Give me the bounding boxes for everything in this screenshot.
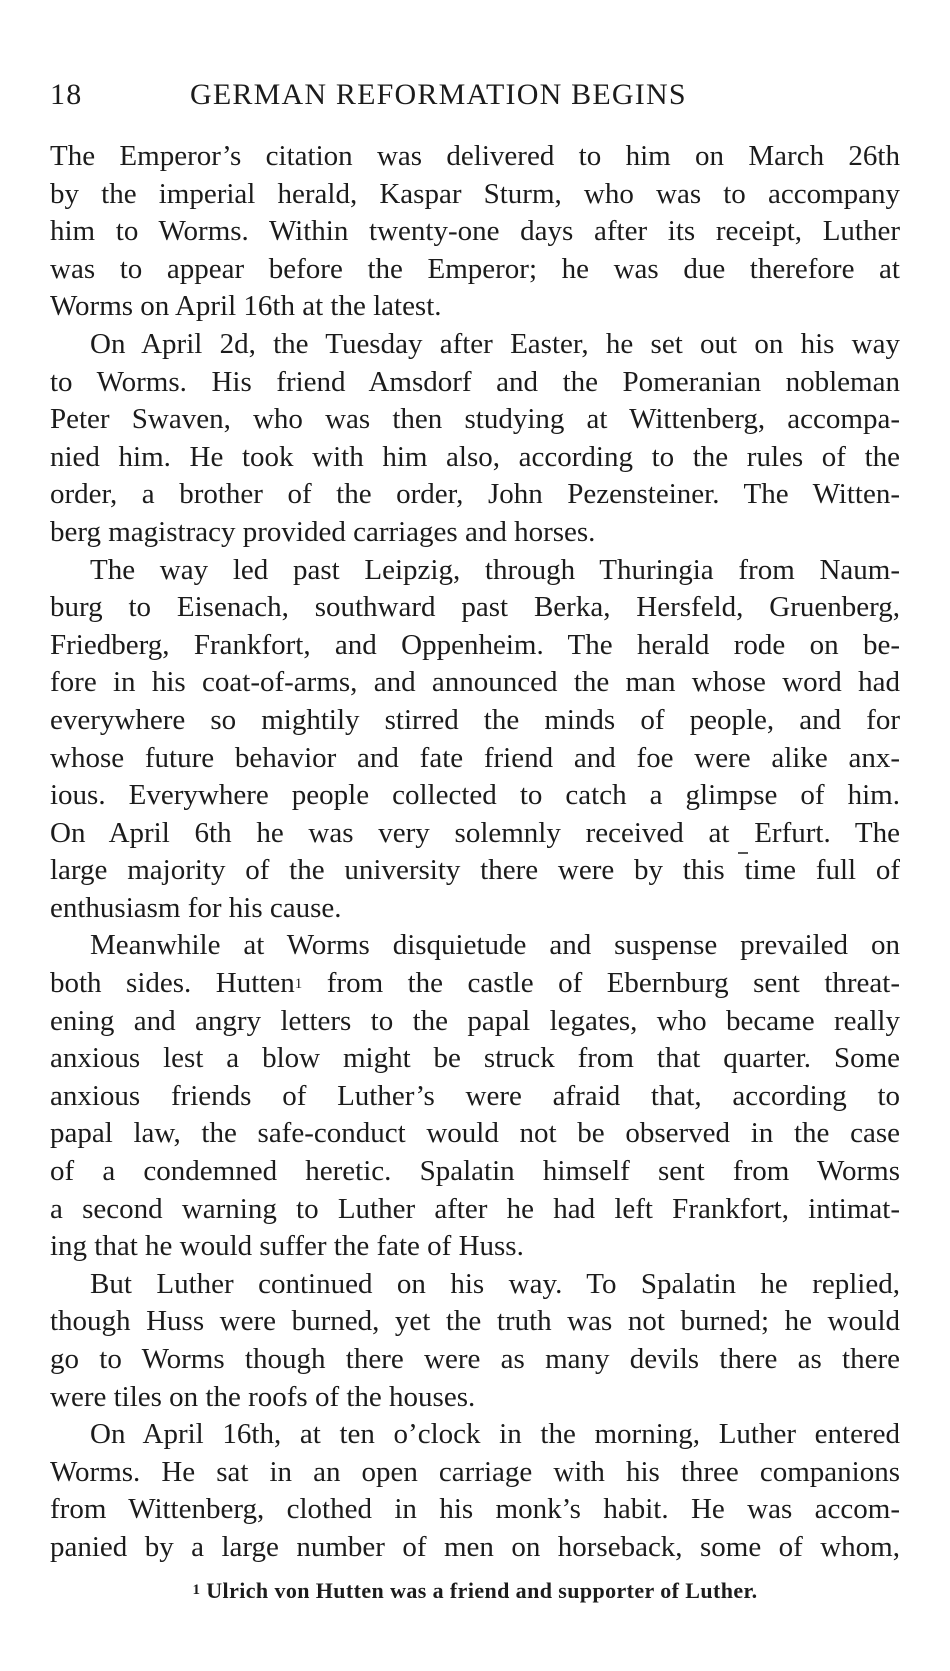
- text-line: Peter Swaven, who was then studying at Wittenberg, accompa-: [50, 403, 900, 436]
- text-line: go to Worms though there were as many devils there as there: [50, 1343, 900, 1375]
- paragraph: [50, 927, 900, 1265]
- page-number: 18: [50, 78, 83, 111]
- text-line: by the imperial herald, Kaspar Sturm, who was to accompany: [50, 177, 900, 210]
- text-line: a second warning to Luther after he had left Frankfort, intimat-: [50, 1192, 900, 1225]
- text-line: burg to Eisenach, southward past Berka, Hersfeld, Gruenberg,: [50, 591, 900, 624]
- text-line: Worms. He sat in an open carriage with his three companions: [50, 1455, 900, 1488]
- text-line: On April 16th, at ten o’clock in the morning, Luther entered: [90, 1418, 900, 1451]
- paragraph: [50, 552, 900, 928]
- footnote-reference: 1: [294, 976, 303, 993]
- text-line: though Huss were burned, yet the truth was not burned; he would: [50, 1305, 900, 1338]
- running-title: GERMAN REFORMATION BEGINS: [190, 78, 687, 111]
- text-line: berg magistracy provided carriages and horses.: [50, 515, 596, 548]
- text-line: ious. Everywhere people collected to catch a glimpse of him.: [50, 779, 900, 812]
- footnote-text: Ulrich von Hutten was a friend and supporter of Luther.: [206, 1578, 758, 1603]
- footnote-marker: 1: [192, 1582, 201, 1598]
- text-line: papal law, the safe-conduct would not be observed in the case: [50, 1117, 900, 1150]
- text-line: The way led past Leipzig, through Thuringia from Naum-: [90, 553, 900, 586]
- text-line: On April 2d, the Tuesday after Easter, he set out on his way: [90, 327, 900, 360]
- text-line: nied him. He took with him also, according to the rules of the: [50, 440, 900, 473]
- text-line-with-footnote-ref: [50, 965, 900, 1003]
- text-line: anxious friends of Luther’s were afraid that, according to: [50, 1079, 900, 1112]
- text-line: ing that he would suffer the fate of Huss.: [50, 1230, 524, 1263]
- text-line: whose future behavior and fate friend and foe were alike anx-: [50, 741, 900, 774]
- text-fragment: both sides. Hutten: [50, 967, 295, 1000]
- body-text: [50, 138, 900, 1567]
- text-fragment: from the castle of Ebernburg sent threat-: [302, 967, 900, 1000]
- text-line: On April 6th he was very solemnly received at Erfurt. The: [50, 816, 900, 849]
- text-line: him to Worms. Within twenty-one days after its receipt, Luther: [50, 215, 900, 248]
- text-line: to Worms. His friend Amsdorf and the Pomeranian nobleman: [50, 365, 900, 398]
- paragraph: [50, 138, 900, 326]
- text-line: But Luther continued on his way. To Spalatin he replied,: [90, 1267, 900, 1300]
- text-line: enthusiasm for his cause.: [50, 891, 342, 924]
- text-line: Friedberg, Frankfort, and Oppenheim. The herald rode on be-: [50, 628, 900, 661]
- text-line: from Wittenberg, clothed in his monk’s habit. He was accom-: [50, 1493, 900, 1526]
- text-line: was to appear before the Emperor; he was due therefore at: [50, 252, 900, 285]
- footnote: [50, 1578, 900, 1604]
- paragraph: [50, 1416, 900, 1566]
- text-line: The Emperor’s citation was delivered to him on March 26th: [50, 140, 900, 172]
- text-line: large majority of the university there were by this time full of: [50, 854, 900, 887]
- text-line: everywhere so mightily stirred the minds of people, and for: [50, 703, 900, 736]
- text-line: Worms on April 16th at the latest.: [50, 290, 442, 323]
- paragraph: [50, 326, 900, 552]
- text-line: fore in his coat-of-arms, and announced the man whose word had: [50, 666, 900, 699]
- text-line: of a condemned heretic. Spalatin himself sent from Worms: [50, 1155, 900, 1188]
- paragraph: [50, 1266, 900, 1416]
- stray-print-mark: [738, 852, 748, 854]
- text-line: were tiles on the roofs of the houses.: [50, 1380, 476, 1413]
- page-header: [50, 78, 900, 118]
- text-line: anxious lest a blow might be struck from that quarter. Some: [50, 1042, 900, 1075]
- text-line: panied by a large number of men on horseback, some of whom,: [50, 1530, 900, 1563]
- text-line: Meanwhile at Worms disquietude and suspense prevailed on: [90, 929, 900, 962]
- text-line: ening and angry letters to the papal legates, who became really: [50, 1004, 900, 1037]
- text-line: order, a brother of the order, John Pezensteiner. The Witten-: [50, 478, 900, 511]
